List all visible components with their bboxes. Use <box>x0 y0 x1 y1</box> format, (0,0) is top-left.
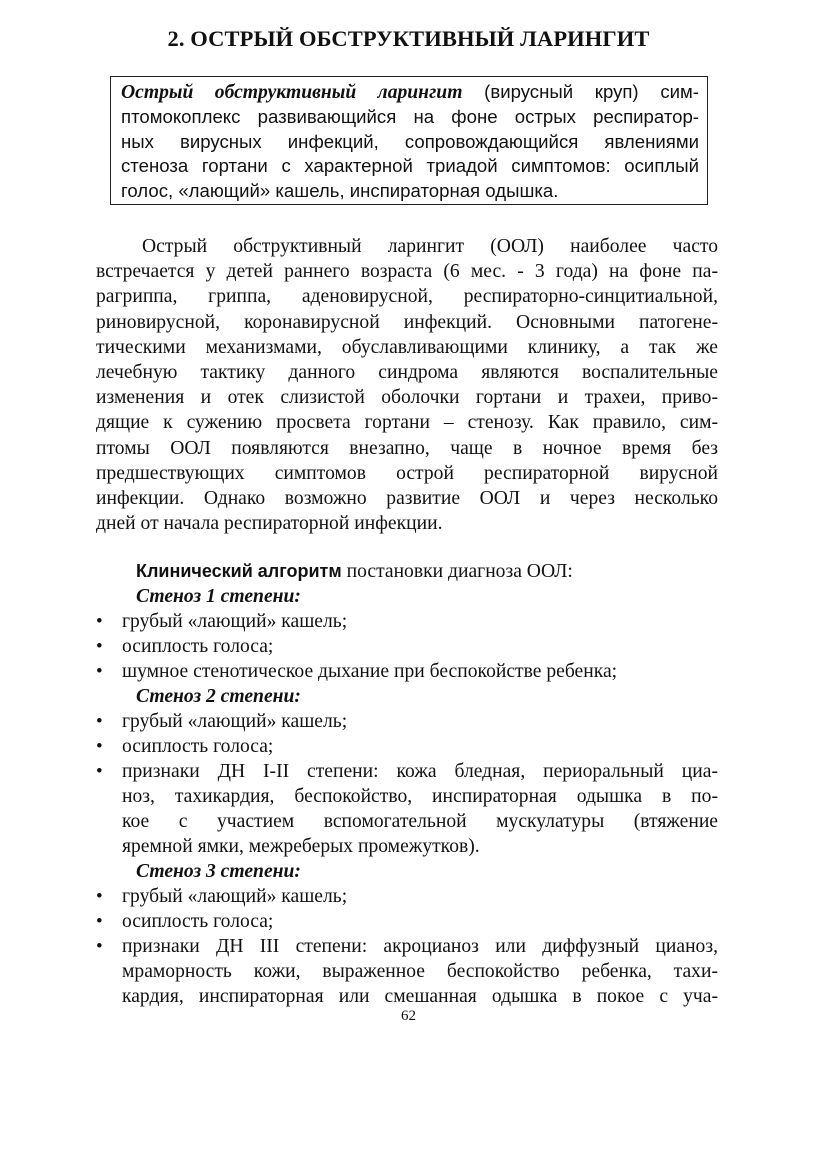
paragraph-line: лечебную тактику данного синдрома являются воспалительные <box>96 361 718 383</box>
algorithm-heading <box>96 559 718 584</box>
definition-line: голос, «лающий» кашель, инспираторная одышка. <box>121 180 559 202</box>
stage-1-title: Стеноз 1 степени: <box>136 586 301 607</box>
list-item-line: грубый «лающий» кашель; <box>122 711 348 732</box>
list-item-line: признаки ДН III степени: акроцианоз или диффузный цианоз, <box>122 936 718 957</box>
list-item <box>96 759 718 859</box>
list-item-line: признаки ДН I-II степени: кожа бледная, периоральный циа- <box>122 761 718 782</box>
paragraph-line: рагриппа, гриппа, аденовирусной, респираторно-синцитиальной, <box>96 286 718 308</box>
stage-2-title: Стеноз 2 степени: <box>136 686 301 707</box>
bullet-icon: • <box>96 636 103 657</box>
clinical-algorithm <box>96 559 718 1009</box>
stage-3-title: Стеноз 3 степени: <box>136 861 301 882</box>
list-item-line: яремной ямки, межреберых промежутков). <box>122 836 480 857</box>
definition-line: стеноза гортани с характерной триадой симптомов: осиплый <box>121 155 699 177</box>
list-item-line: осиплость голоса; <box>122 736 274 757</box>
list-item <box>96 609 718 634</box>
list-item <box>96 734 718 759</box>
definition-term: Острый обструктивный ларингит <box>121 82 463 103</box>
paragraph-line: Острый обструктивный ларингит (ООЛ) наиболее часто <box>142 236 718 257</box>
body-paragraph <box>96 234 718 536</box>
list-item <box>96 709 718 734</box>
paragraph-line: предшествующих симптомов острой респираторной вирусной <box>96 462 718 484</box>
paragraph-line: инфекции. Однако возможно развитие ООЛ и через несколько <box>96 487 718 509</box>
list-item-line: кардия, инспираторная или смешанная одышка в покое с уча- <box>122 986 718 1007</box>
bullet-icon: • <box>96 661 103 682</box>
bullet-icon: • <box>96 886 103 907</box>
list-item <box>96 909 718 934</box>
definition-line: ных вирусных инфекций, сопровождающийся явлениями <box>121 130 699 152</box>
bullet-icon: • <box>96 911 103 932</box>
paragraph-line: птомы ООЛ появляются внезапно, чаще в ночное время без <box>96 437 718 459</box>
bullet-icon: • <box>96 711 103 732</box>
bullet-icon: • <box>96 611 103 632</box>
list-item <box>96 634 718 659</box>
list-item <box>96 884 718 909</box>
list-item-line: мраморность кожи, выраженное беспокойство ребенка, тахи- <box>122 961 718 982</box>
paragraph-line: тическими механизмами, обуславливающими клинику, а так же <box>96 336 718 358</box>
bullet-icon: • <box>96 736 103 757</box>
algorithm-heading-rest: постановки диагноза ООЛ: <box>341 561 573 582</box>
bullet-icon: • <box>96 936 103 957</box>
list-item <box>96 659 718 684</box>
list-item-line: шумное стенотическое дыхание при беспокойстве ребенка; <box>122 661 618 682</box>
page-number: 62 <box>401 1008 416 1024</box>
definition-line <box>121 80 699 105</box>
paragraph-line: дящие к сужению просвета гортани – стенозу. Как правило, сим- <box>96 412 718 434</box>
algorithm-heading-bold: Клинический алгоритм <box>136 561 342 581</box>
bullet-icon: • <box>96 761 103 782</box>
paragraph-line: встречается у детей раннего возраста (6 мес. - 3 года) на фоне па- <box>96 261 718 283</box>
definition-box <box>110 76 708 205</box>
section-title: 2. ОСТРЫЙ ОБСТРУКТИВНЫЙ ЛАРИНГИТ <box>167 26 650 51</box>
definition-line: птомокоплекс развивающийся на фоне острых респиратор- <box>121 105 699 127</box>
list-item <box>96 934 718 1009</box>
list-item-line: кое с участием вспомогательной мускулатуры (втяжение <box>122 811 718 832</box>
definition-line-rest: (вирусный круп) сим- <box>462 81 699 102</box>
paragraph-line: изменения и отек слизистой оболочки гортани и трахеи, приво- <box>96 387 718 409</box>
list-item-line: грубый «лающий» кашель; <box>122 611 348 632</box>
list-item-line: ноз, тахикардия, беспокойство, инспираторная одышка в по- <box>122 786 718 807</box>
list-item-line: осиплость голоса; <box>122 911 274 932</box>
list-item-line: грубый «лающий» кашель; <box>122 886 348 907</box>
paragraph-line: риновирусной, коронавирусной инфекций. Основными патогене- <box>96 311 718 333</box>
list-item-line: осиплость голоса; <box>122 636 274 657</box>
paragraph-line: дней от начала респираторной инфекции. <box>96 513 443 535</box>
